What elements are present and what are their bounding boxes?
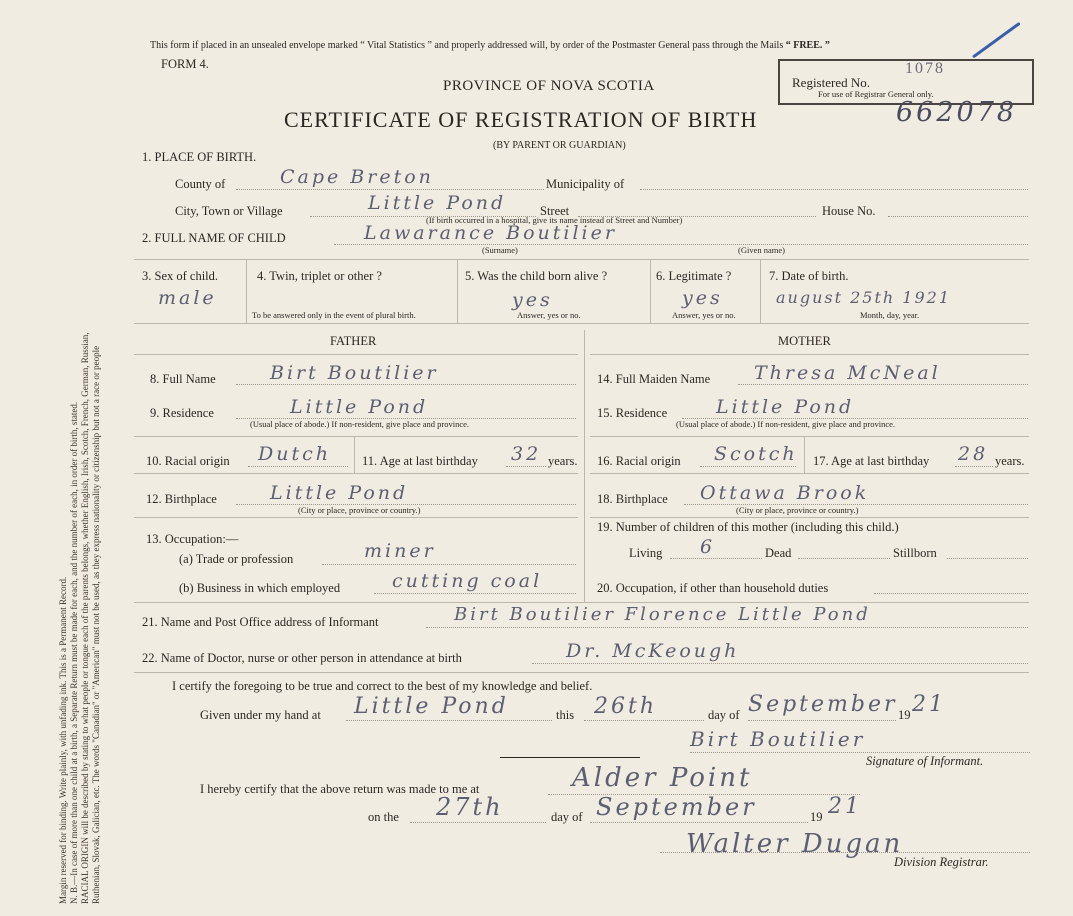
alive-hint: Answer, yes or no. <box>517 310 581 320</box>
city-value: Little Pond <box>368 192 507 214</box>
legitimate-label: 6. Legitimate ? <box>656 269 732 283</box>
reg-day-value: 27th <box>436 793 504 821</box>
registered-label: Registered No. <box>792 75 870 90</box>
year-prefix: 19 <box>898 708 911 722</box>
father-residence-value: Little Pond <box>290 396 429 418</box>
form-number: FORM 4. <box>161 57 209 71</box>
street-label: Street <box>540 204 570 218</box>
father-trade-value: miner <box>364 540 436 562</box>
mother-name-label: 14. Full Maiden Name <box>597 372 711 386</box>
page-title: CERTIFICATE OF REGISTRATION OF BIRTH <box>284 107 758 132</box>
mother-residence-hint: (Usual place of abode.) If non-resident, give place and province. <box>676 419 896 429</box>
this-label: this <box>556 708 575 722</box>
mother-name-value: Thresa McNeal <box>754 362 941 384</box>
reg-year-prefix: 19 <box>810 810 823 824</box>
informant-signature-caption: Signature of Informant. <box>866 754 984 768</box>
margin-note-1: Margin reserved for binding. Write plainly, with unfading ink. This is a Permanent Record. <box>58 576 68 904</box>
mother-heading: MOTHER <box>778 334 831 348</box>
legitimate-value: yes <box>682 287 723 309</box>
certificate-number: 662078 <box>896 97 1018 128</box>
mother-residence-label: 15. Residence <box>597 406 668 420</box>
day-of-label: day of <box>708 708 740 722</box>
mother-age-unit: years. <box>995 454 1025 468</box>
city-label: City, Town or Village <box>175 204 283 218</box>
margin-note-3: RACIAL ORIGIN will be described by stating to what people or tongue each of the parents belongs, whether English, Irish, Scotch, French, German, Russian, <box>80 332 90 904</box>
reg-year-value: 21 <box>828 794 862 819</box>
informant-value: Birt Boutilier Florence Little Pond <box>454 604 871 625</box>
mother-residence-value: Little Pond <box>716 396 855 418</box>
child-name-label: 2. FULL NAME OF CHILD <box>142 231 286 245</box>
surname-hint: (Surname) <box>482 245 518 255</box>
father-birthplace-label: 12. Birthplace <box>146 492 217 506</box>
living-label: Living <box>629 546 663 560</box>
sex-value: male <box>158 287 217 309</box>
twin-label: 4. Twin, triplet or other ? <box>257 269 382 283</box>
county-label: County of <box>175 177 226 191</box>
mother-occupation-label: 20. Occupation, if other than household duties <box>597 581 829 595</box>
informant-label: 21. Name and Post Office address of Informant <box>142 615 379 629</box>
legitimate-hint: Answer, yes or no. <box>672 310 736 320</box>
living-value: 6 <box>700 536 716 558</box>
doctor-label: 22. Name of Doctor, nurse or other person in attendance at birth <box>142 651 462 665</box>
father-business-label: (b) Business in which employed <box>179 581 341 595</box>
father-racial-label: 10. Racial origin <box>146 454 230 468</box>
month-value: September <box>748 692 898 717</box>
registrar-signature: Walter Dugan <box>686 829 904 859</box>
father-residence-label: 9. Residence <box>150 406 214 420</box>
certification-statement: I certify the foregoing to be true and correct to the best of my knowledge and belief. <box>172 679 593 693</box>
father-age-unit: years. <box>548 454 578 468</box>
father-age-label: 11. Age at last birthday <box>362 454 478 468</box>
child-name-value: Lawarance Boutilier <box>364 222 617 244</box>
dead-label: Dead <box>765 546 792 560</box>
mother-age-label: 17. Age at last birthday <box>813 454 930 468</box>
reg-day-of-label: day of <box>551 810 583 824</box>
father-trade-label: (a) Trade or profession <box>179 552 294 566</box>
father-birthplace-value: Little Pond <box>270 482 409 504</box>
children-count-label: 19. Number of children of this mother (including this child.) <box>597 520 899 534</box>
mother-birthplace-value: Ottawa Brook <box>700 482 870 504</box>
municipality-label: Municipality of <box>546 177 625 191</box>
on-the-label: on the <box>368 810 399 824</box>
return-label: I hereby certify that the above return was made to me at <box>200 782 480 796</box>
mother-racial-label: 16. Racial origin <box>597 454 681 468</box>
dob-label: 7. Date of birth. <box>769 269 849 283</box>
mother-age-value: 28 <box>958 443 989 465</box>
father-heading: FATHER <box>330 334 377 348</box>
registered-number: 1078 <box>905 60 945 77</box>
hospital-note: (If birth occurred in a hospital, give its name instead of Street and Number) <box>426 215 683 225</box>
registered-note: For use of Registrar General only. <box>818 89 934 99</box>
check-mark-icon <box>972 22 1021 59</box>
alive-value: yes <box>512 289 553 311</box>
given-place: Little Pond <box>354 694 509 719</box>
day-value: 26th <box>594 694 658 719</box>
dob-hint: Month, day, year. <box>860 310 920 320</box>
county-value: Cape Breton <box>280 166 434 188</box>
sex-label: 3. Sex of child. <box>142 269 219 283</box>
province-heading: PROVINCE OF NOVA SCOTIA <box>443 78 655 94</box>
mother-birthplace-label: 18. Birthplace <box>597 492 668 506</box>
dob-value: august 25th 1921 <box>776 288 952 307</box>
margin-note-2: N. B.—In case of more than one child at a birth, a Separate Return must be made for each, and the number of each, in order of birth, stated. <box>69 401 79 904</box>
margin-notes <box>58 24 102 904</box>
postal-note <box>150 39 830 53</box>
given-label: Given under my hand at <box>200 708 321 722</box>
father-residence-hint: (Usual place of abode.) If non-resident, give place and province. <box>250 419 470 429</box>
informant-signature: Birt Boutilier <box>690 727 866 751</box>
father-name-value: Birt Boutilier <box>270 362 439 384</box>
subtitle: (BY PARENT OR GUARDIAN) <box>493 140 626 151</box>
father-name-label: 8. Full Name <box>150 372 216 386</box>
postal-note-free: “ FREE. ” <box>785 40 830 51</box>
house-label: House No. <box>822 204 876 218</box>
registrar-caption: Division Registrar. <box>894 855 989 869</box>
father-birthplace-hint: (City or place, province or country.) <box>298 505 421 515</box>
father-age-value: 32 <box>511 443 542 465</box>
year-value: 21 <box>912 692 946 717</box>
father-occupation-label: 13. Occupation:— <box>146 532 239 546</box>
given-name-hint: (Given name) <box>738 245 785 255</box>
twin-note: To be answered only in the event of plural birth. <box>252 310 416 320</box>
margin-note-4: Ruthenian, Slovak, Galician, etc. The words "Canadian" or "American" must not be used, as they express nationality or citizenship but not a race or people <box>91 345 101 904</box>
postal-note-text: This form if placed in an unsealed envelope marked “ Vital Statistics ” and properly addressed will, by order of the Postmaster General pass through the Mails <box>150 40 786 51</box>
stillborn-label: Stillborn <box>893 546 937 560</box>
mother-racial-value: Scotch <box>714 443 798 465</box>
mother-birthplace-hint: (City or place, province or country.) <box>736 505 859 515</box>
reg-month-value: September <box>596 793 757 821</box>
doctor-value: Dr. McKeough <box>566 640 740 662</box>
alive-label: 5. Was the child born alive ? <box>465 269 608 283</box>
father-business-value: cutting coal <box>392 570 543 592</box>
return-place: Alder Point <box>572 763 753 793</box>
place-of-birth-heading: 1. PLACE OF BIRTH. <box>142 150 257 164</box>
father-racial-value: Dutch <box>258 443 331 465</box>
